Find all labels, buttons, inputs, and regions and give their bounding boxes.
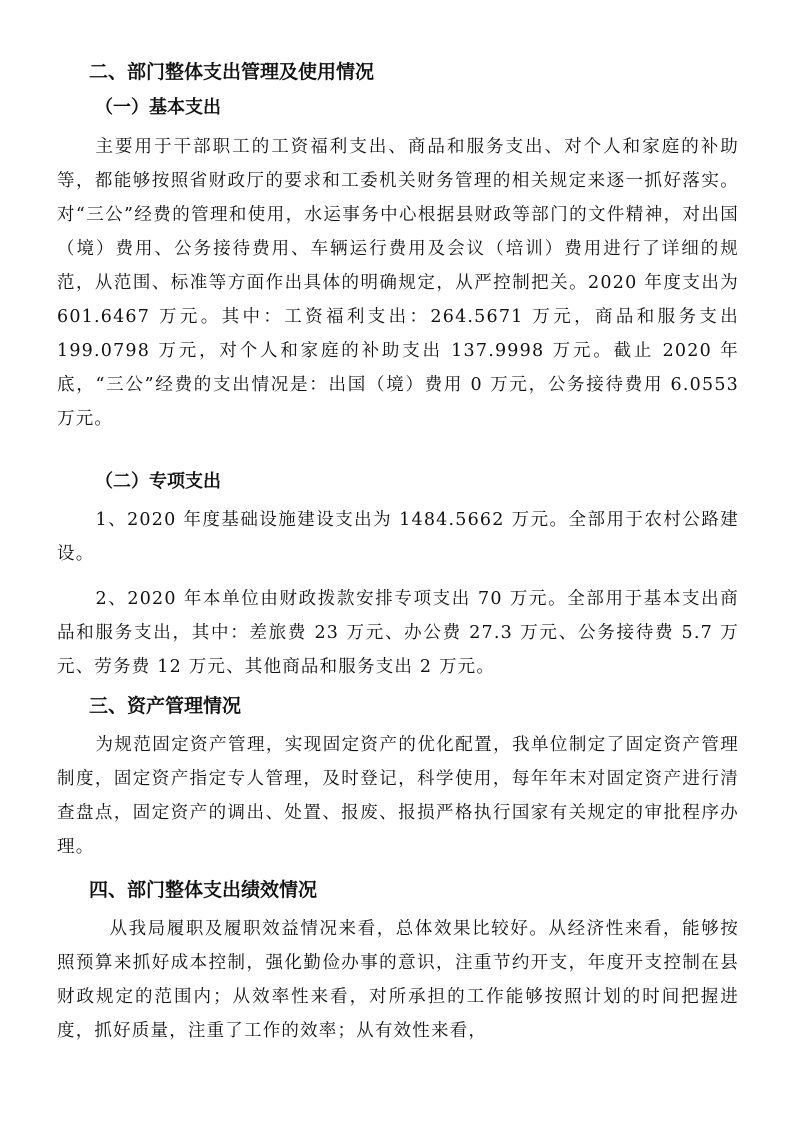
section-3-heading: 三、资产管理情况 [89, 695, 242, 717]
special-expenditure-item-2: 2、2020 年本单位由财政拨款安排专项支出 70 万元。全部用于基本支出商品和服务支出，其中：差旅费 23 万元、办公费 27.3 万元、公务接待费 5.7 万元、劳务费 12 万元、其他商品和服务支出 2 万元。 [57, 589, 739, 677]
section-4-heading: 四、部门整体支出绩效情况 [89, 879, 318, 901]
special-expenditure-item-1: 1、2020 年度基础设施建设支出为 1484.5662 万元。全部用于农村公路建设。 [57, 510, 739, 564]
performance-paragraph: 从我局履职及履职效益情况来看，总体效果比较好。从经济性来看，能够按照预算来抓好成本控制，强化勤俭办事的意识，注重节约开支，年度开支控制在县财政规定的范围内；从效率性来看，对所承担的工作能够按照计划的时间把握进度，抓好质量，注重了工作的效率；从有效性来看， [57, 919, 739, 1041]
asset-management-paragraph: 为规范固定资产管理，实现固定资产的优化配置，我单位制定了固定资产管理制度，固定资产指定专人管理，及时登记，科学使用，每年年末对固定资产进行清查盘点，固定资产的调出、处置、报废、报损严格执行国家有关规定的审批程序办理。 [57, 735, 739, 857]
subsection-basic-expenditure-heading: （一）基本支出 [95, 97, 221, 118]
basic-expenditure-paragraph: 主要用于干部职工的工资福利支出、商品和服务支出、对个人和家庭的补助等，都能够按照省财政厅的要求和工委机关财务管理的相关规定来逐一抓好落实。对“三公”经费的管理和使用，水运事务中心根据县财政等部门的文件精神，对出国（境）费用、公务接待费用、车辆运行费用及会议（培训）费用进行了详细的规范，从范围、标准等方面作出具体的明确规定，从严控制把关。2020 年度支出为 601.6467 万元。其中：工资福利支出：264.5671 万元，商品和服务支出 199.0798 万元，对个人和家庭的补助支出 137.9998 万元。截止 2020 年底，“三公”经费的支出情况是：出国（境）费用 0 万元，公务接待费用 6.0553 万元。 [57, 137, 739, 429]
subsection-special-expenditure-heading: （二）专项支出 [95, 471, 221, 492]
section-2-heading: 二、部门整体支出管理及使用情况 [89, 61, 375, 83]
